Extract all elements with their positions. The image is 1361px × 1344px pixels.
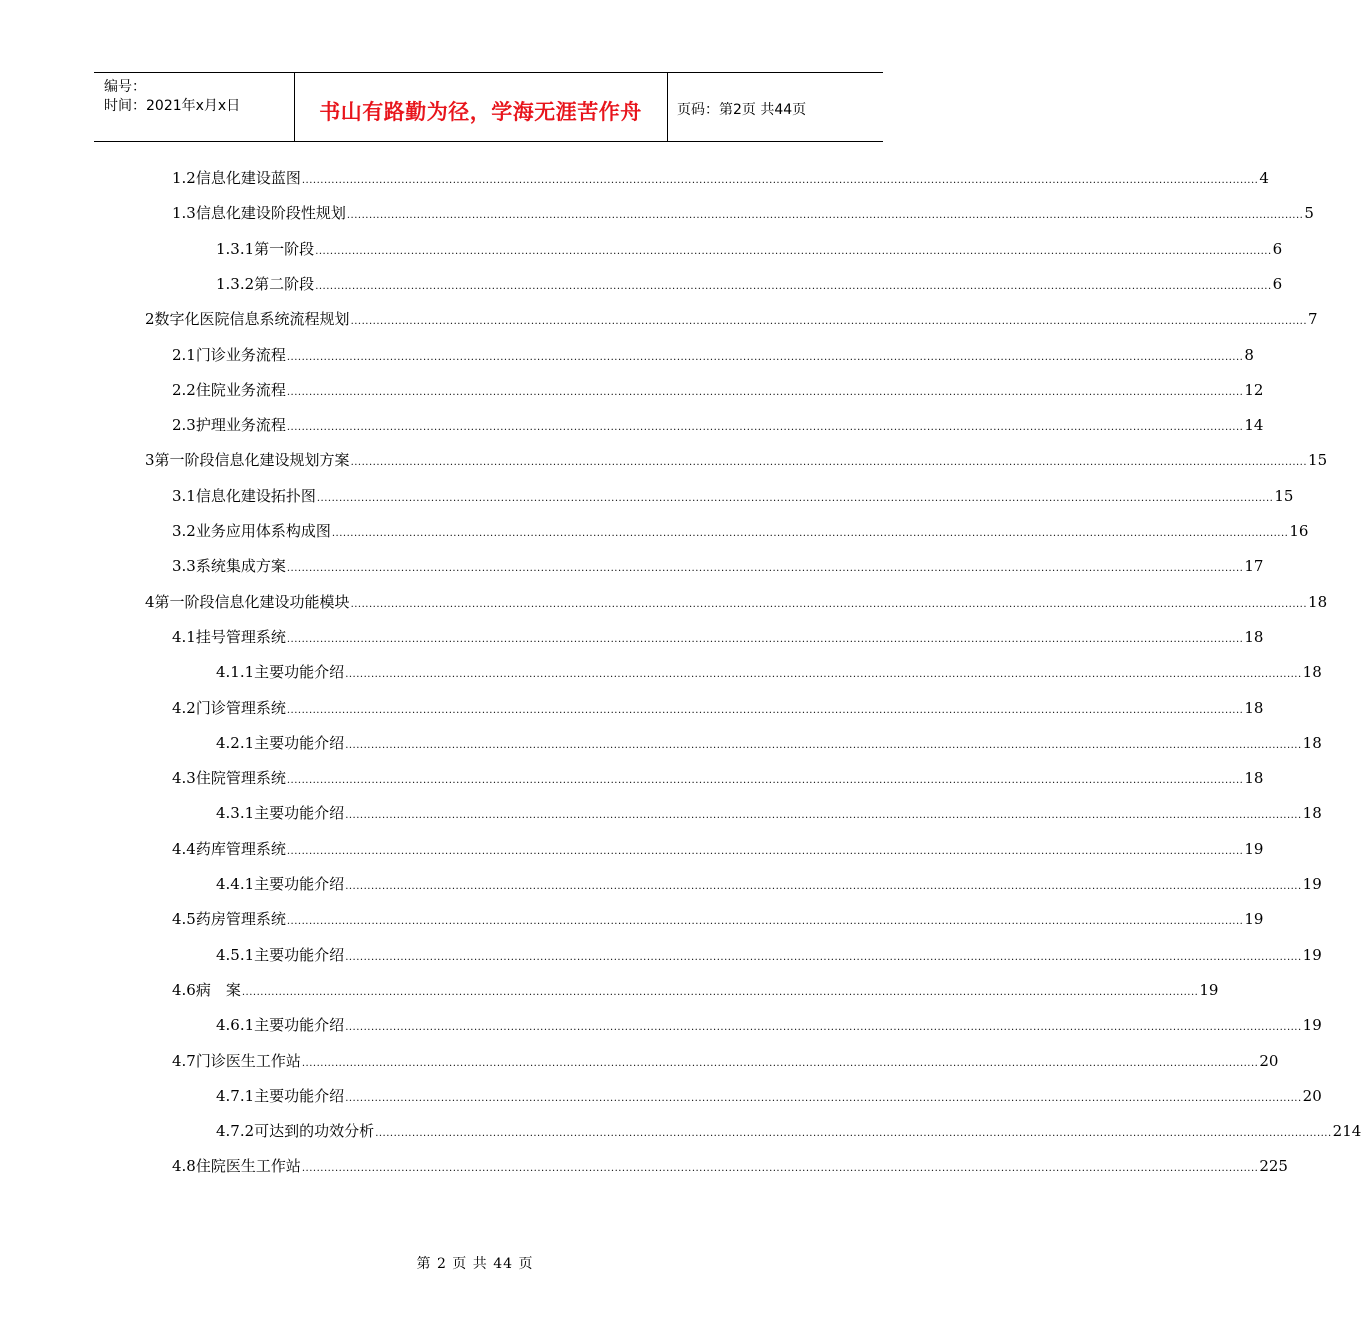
toc-entry-title: 主要功能介绍 (254, 804, 345, 823)
toc-entry-title: 第一阶段信息化建设功能模块 (154, 592, 350, 611)
toc-dot-leader: .................................................................................................................................................................................................................................................................... (301, 175, 1259, 186)
toc-entry-page: 6 (1272, 274, 1283, 293)
toc-entry[interactable] (145, 448, 1328, 472)
toc-entry[interactable] (172, 378, 1264, 402)
toc-dot-leader: .................................................................................................................................................................................................................................................................... (345, 739, 1302, 751)
toc-entry-title: 主要功能介绍 (254, 1086, 345, 1105)
toc-entry[interactable] (216, 943, 1322, 967)
toc-entry-number: 1.3 (172, 204, 196, 223)
toc-entry-page: 4 (1259, 169, 1269, 187)
toc-entry-number: 4.7.1 (216, 1086, 255, 1105)
toc-dot-leader: .................................................................................................................................................................................................................................................................... (345, 810, 1302, 822)
toc-entry[interactable] (172, 978, 1219, 1002)
toc-entry-number: 4.2 (172, 698, 196, 717)
toc-entry[interactable] (216, 272, 1283, 296)
toc-entry-title: 主要功能介绍 (254, 945, 345, 964)
toc-entry-title: 信息化建设阶段性规划 (195, 204, 346, 223)
toc-dot-leader: .................................................................................................................................................................................................................................................................... (345, 669, 1302, 681)
toc-entry-page: 8 (1244, 345, 1254, 364)
toc-entry-number: 3 (145, 451, 155, 470)
toc-entry-title: 可达到的功效分析 (254, 1122, 375, 1141)
toc-entry-number: 4.3 (172, 769, 196, 788)
toc-entry-title: 住院管理系统 (195, 769, 286, 788)
header-info-cell (94, 73, 295, 141)
toc-entry-number: 1.2 (172, 169, 196, 187)
toc-entry-number: 1.3.2 (216, 274, 255, 293)
toc-entry[interactable] (216, 872, 1322, 896)
toc-dot-leader: .................................................................................................................................................................................................................................................................... (301, 1057, 1259, 1069)
toc-entry[interactable] (172, 554, 1264, 578)
toc-dot-leader: .................................................................................................................................................................................................................................................................... (286, 775, 1244, 787)
toc-entry-title: 业务应用体系构成图 (195, 522, 331, 540)
toc-dot-leader: .................................................................................................................................................................................................................................................................... (286, 422, 1244, 434)
toc-entry-page: 19 (1302, 945, 1322, 964)
toc-entry-title: 第一阶段 (254, 239, 315, 258)
toc-dot-leader: .................................................................................................................................................................................................................................................................... (286, 633, 1244, 645)
toc-dot-leader: .................................................................................................................................................................................................................................................................... (286, 351, 1244, 363)
toc-dot-leader: .................................................................................................................................................................................................................................................................... (286, 704, 1244, 716)
header-motto: 书山有路勤为径，学海无涯苦作舟 (319, 100, 642, 124)
header-page-info: 页码：第2页 共44页 (677, 102, 807, 118)
toc-dot-leader: .................................................................................................................................................................................................................................................................... (301, 1163, 1259, 1175)
toc-entry-page: 18 (1244, 698, 1264, 717)
toc-entry-title: 药房管理系统 (195, 910, 286, 929)
toc-entry[interactable] (172, 1049, 1279, 1073)
toc-entry-number: 4.1.1 (216, 663, 255, 682)
toc-dot-leader: .................................................................................................................................................................................................................................................................... (286, 916, 1244, 928)
toc-entry-page: 6 (1272, 239, 1283, 258)
toc-entry[interactable] (172, 907, 1264, 931)
toc-dot-leader: .................................................................................................................................................................................................................................................................... (316, 492, 1274, 504)
header-page-cell (667, 73, 883, 141)
toc-entry[interactable] (172, 519, 1309, 543)
toc-entry-page: 12 (1244, 380, 1264, 399)
toc-entry-number: 3.2 (172, 522, 196, 540)
toc-entry-title: 门诊管理系统 (195, 698, 286, 717)
toc-entry[interactable] (172, 625, 1264, 649)
toc-dot-leader: .................................................................................................................................................................................................................................................................... (315, 245, 1272, 257)
toc-dot-leader: .................................................................................................................................................................................................................................................................... (286, 845, 1244, 857)
toc-entry[interactable] (216, 801, 1322, 825)
toc-entry-title: 住院业务流程 (195, 380, 286, 399)
toc-entry[interactable] (172, 766, 1264, 790)
toc-entry-title: 主要功能介绍 (254, 1016, 345, 1035)
toc-entry-page: 5 (1304, 204, 1314, 223)
toc-entry-title: 信息化建设拓扑图 (195, 486, 316, 505)
toc-entry[interactable] (145, 307, 1318, 331)
toc-entry-page: 19 (1302, 875, 1322, 893)
toc-entry-number: 3.3 (172, 557, 196, 576)
toc-entry-page: 16 (1289, 522, 1309, 540)
toc-entry-title: 病 案 (195, 980, 241, 999)
toc-entry-number: 4.5 (172, 910, 196, 929)
toc-dot-leader: .................................................................................................................................................................................................................................................................... (286, 563, 1244, 575)
toc-dot-leader: .................................................................................................................................................................................................................................................................... (375, 1128, 1332, 1140)
toc-entry-title: 主要功能介绍 (254, 663, 345, 682)
toc-entry-number: 2.3 (172, 416, 196, 435)
toc-entry[interactable] (172, 201, 1314, 225)
toc-entry[interactable] (216, 731, 1322, 755)
toc-entry-page: 7 (1308, 310, 1318, 329)
toc-entry-page: 19 (1302, 1016, 1322, 1035)
toc-entry[interactable] (172, 343, 1254, 367)
toc-entry-page: 15 (1308, 451, 1328, 470)
toc-dot-leader: .................................................................................................................................................................................................................................................................... (241, 986, 1199, 998)
toc-entry-number: 4.6 (172, 980, 196, 999)
toc-entry-title: 主要功能介绍 (254, 733, 345, 752)
toc-entry[interactable] (216, 1119, 1361, 1143)
toc-dot-leader: .................................................................................................................................................................................................................................................................... (350, 316, 1308, 328)
toc-dot-leader: .................................................................................................................................................................................................................................................................... (350, 598, 1308, 610)
toc-dot-leader: .................................................................................................................................................................................................................................................................... (345, 1092, 1302, 1104)
toc-entry-number: 2.2 (172, 380, 196, 399)
toc-entry-page: 17 (1244, 557, 1264, 576)
toc-entry-page: 20 (1259, 1051, 1279, 1070)
toc-entry-page: 19 (1244, 910, 1264, 929)
toc-entry-title: 主要功能介绍 (254, 875, 345, 893)
toc-entry-title: 门诊医生工作站 (195, 1051, 301, 1070)
toc-dot-leader: .................................................................................................................................................................................................................................................................... (345, 881, 1302, 892)
toc-entry-page: 20 (1302, 1086, 1322, 1105)
toc-entry-page: 19 (1244, 839, 1264, 858)
toc-entry-page: 19 (1199, 980, 1219, 999)
toc-dot-leader: .................................................................................................................................................................................................................................................................... (350, 457, 1308, 469)
toc-entry[interactable] (172, 484, 1294, 508)
toc-entry-page: 14 (1244, 416, 1264, 435)
toc-entry[interactable] (172, 413, 1264, 437)
toc-entry-number: 3.1 (172, 486, 196, 505)
toc-entry-number: 4.7 (172, 1051, 196, 1070)
toc-entry-title: 第二阶段 (254, 274, 315, 293)
toc-entry-number: 4.6.1 (216, 1016, 255, 1035)
toc-entry-page: 18 (1302, 663, 1322, 682)
toc-entry-page: 225 (1259, 1157, 1288, 1176)
toc-entry-number: 4.8 (172, 1157, 196, 1176)
toc-entry-number: 4 (145, 592, 155, 611)
toc-dot-leader: .................................................................................................................................................................................................................................................................... (286, 386, 1244, 398)
toc-entry-title: 第一阶段信息化建设规划方案 (154, 451, 350, 470)
toc-entry-number: 4.1 (172, 627, 196, 646)
toc-entry[interactable] (172, 696, 1264, 720)
toc-entry-title: 信息化建设蓝图 (195, 169, 301, 187)
toc-entry-title: 挂号管理系统 (195, 627, 286, 646)
toc-dot-leader: .................................................................................................................................................................................................................................................................... (346, 210, 1304, 222)
toc-entry[interactable] (172, 1154, 1288, 1178)
toc-entry-title: 护理业务流程 (195, 416, 286, 435)
toc-entry-title: 药库管理系统 (195, 839, 286, 858)
toc-entry-page: 18 (1302, 733, 1322, 752)
toc-entry[interactable] (216, 1084, 1322, 1108)
toc-entry-page: 18 (1244, 627, 1264, 646)
toc-entry-page: 18 (1244, 769, 1264, 788)
toc-entry-number: 4.3.1 (216, 804, 255, 823)
toc-entry-number: 4.4 (172, 839, 196, 858)
document-time-label: 时间：2021年x月x日 (104, 98, 241, 114)
toc-entry-title: 门诊业务流程 (195, 345, 286, 364)
toc-entry-title: 系统集成方案 (195, 557, 286, 576)
page-header (94, 72, 883, 142)
toc-entry[interactable] (216, 237, 1283, 261)
toc-entry-page: 18 (1302, 804, 1322, 823)
toc-entry-page: 18 (1308, 592, 1328, 611)
toc-dot-leader: .................................................................................................................................................................................................................................................................... (345, 951, 1302, 963)
toc-entry-number: 2.1 (172, 345, 196, 364)
toc-entry-title: 住院医生工作站 (195, 1157, 301, 1176)
toc-entry[interactable] (145, 590, 1328, 614)
header-motto-cell (294, 73, 668, 141)
toc-dot-leader: .................................................................................................................................................................................................................................................................... (315, 280, 1272, 292)
toc-entry[interactable] (216, 660, 1322, 684)
toc-entry[interactable] (172, 837, 1264, 861)
toc-dot-leader: .................................................................................................................................................................................................................................................................... (331, 528, 1289, 539)
document-code-label: 编号： (104, 79, 146, 95)
toc-entry-number: 4.4.1 (216, 875, 255, 893)
page-footer: 第 2 页 共 44 页 (416, 1256, 534, 1272)
toc-entry-page: 15 (1274, 486, 1294, 505)
toc-entry[interactable] (172, 166, 1269, 190)
toc-entry-title: 数字化医院信息系统流程规划 (154, 310, 350, 329)
toc-dot-leader: .................................................................................................................................................................................................................................................................... (345, 1022, 1302, 1034)
toc-entry[interactable] (216, 1013, 1322, 1037)
toc-entry-number: 4.2.1 (216, 733, 255, 752)
toc-entry-number: 2 (145, 310, 155, 329)
toc-entry-number: 4.5.1 (216, 945, 255, 964)
toc-entry-number: 1.3.1 (216, 239, 255, 258)
toc-entry-page: 214 (1332, 1122, 1361, 1141)
toc-entry-number: 4.7.2 (216, 1122, 255, 1141)
